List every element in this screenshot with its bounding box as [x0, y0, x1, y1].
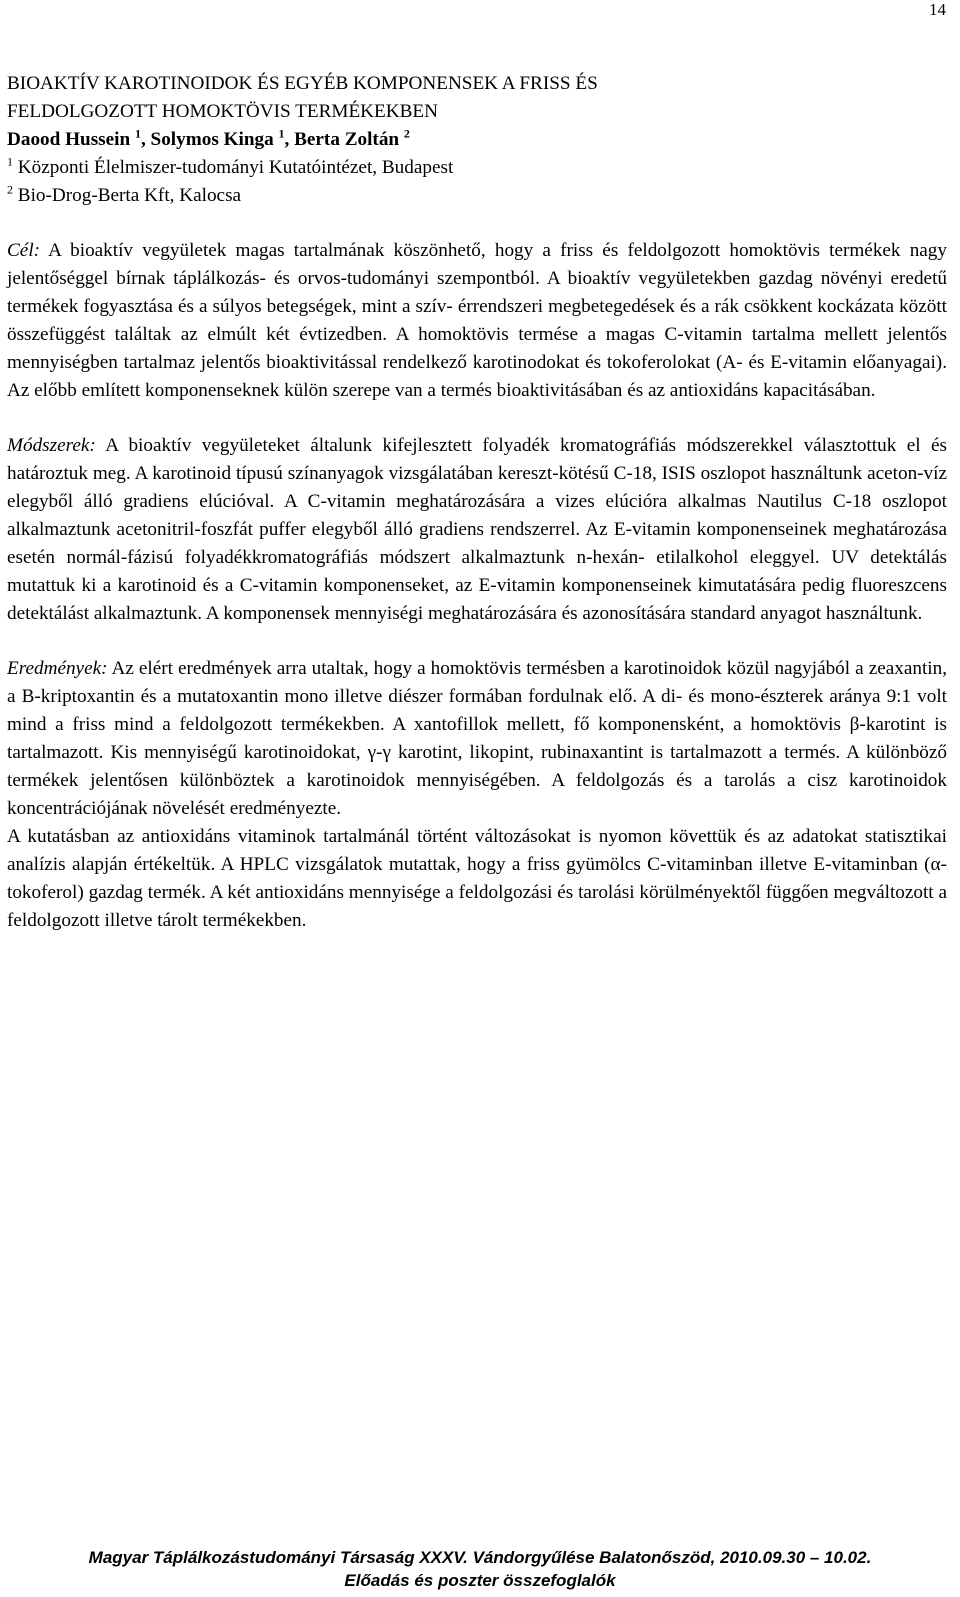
title-line-2: FELDOLGOZOTT HOMOKTÖVIS TERMÉKEKBEN: [7, 101, 438, 122]
affiliation-text: Bio-Drog-Berta Kft, Kalocsa: [17, 185, 242, 206]
author-name: Solymos Kinga: [150, 129, 274, 150]
section-eredmenyek: [7, 655, 947, 823]
section-text-cel: A bioaktív vegyületek magas tartalmának köszönhető, hogy a friss és feldolgozott homoktövis termékek nagy jelentőséggel bírnak táplálkozás- és orvos-tudományi szempontból. A bioaktív vegyületekben gazdag növényi eredetű termékek fogyasztása és a súlyos betegségek, mint a szív- érrendszeri megbetegedések és a rák csökkent kockázata között összefüggést találtak az elmúlt két évtizedben. A homoktövis termése a magas C-vitamin tartalma mellett jelentős mennyiségben tartalmaz jelentős bioaktivitással rendelkező karotinodokat és tokoferolokat (A- és E-vitamin előanyagai). Az előbb említett komponenseknek külön szerepe van a termés bioaktivitásában és az antioxidáns kapacitásában.: [7, 240, 947, 401]
section-label-modszerek: Módszerek:: [7, 435, 96, 456]
title-line-1: BIOAKTÍV KAROTINOIDOK ÉS EGYÉB KOMPONENSEK A FRISS ÉS: [7, 73, 598, 94]
page-footer: [0, 1546, 960, 1592]
page-number: 14: [929, 0, 946, 19]
affiliation-number: 1: [7, 154, 13, 169]
author-affiliation-mark: 1: [134, 126, 141, 141]
section-text-eredmenyek: Az elért eredmények arra utaltak, hogy a homoktövis termésben a karotinoidok közül nagyjából a zeaxantin, a B-kriptoxantin és a mutatoxantin mono illetve diészer formában fordulnak elő. A di- és mono-észterek aránya 9:1 volt mind a friss mind a feldolgozott termékekben. A xantofillok mellett, fő komponensként, a homoktövis β-karotint is tartalmazott. Kis mennyiségű karotinoidokat, γ-γ karotint, likopint, rubinaxantint is tartalmazott a termés. A különböző termékek jelentősen különböztek a karotinoidok mennyiségében. A feldolgozás és a tarolás a cisz karotinoidok koncentrációjának növelését eredményezte.: [7, 658, 947, 819]
affiliation-text: Központi Élelmiszer-tudományi Kutatóintézet, Budapest: [17, 157, 454, 178]
footer-subtitle: Előadás és poszter összefoglalók: [344, 1571, 616, 1590]
abstract-content: [7, 70, 947, 935]
section-text-modszerek: A bioaktív vegyületeket általunk kifejlesztett folyadék kromatográfiás módszerekkel választottuk el és határoztuk meg. A karotinoid típusú színanyagok vizsgálatában kereszt-kötésű C-18, ISIS oszlopot használtunk aceton-víz elegyből álló gradiens elúcióval. A C-vitamin meghatározására a vizes elúcióra alkalmas Nautilus C-18 oszlopot alkalmaztunk acetonitril-foszfát puffer elegyből álló gradiens rendszerrel. Az E-vitamin komponenseinek meghatározása esetén normál-fázisú folyadékkromatográfiás módszert alkalmaztunk n-hexán- etilalkohol eleggyel. UV detektálás mutattuk ki a karotinoid és a C-vitamin komponenseket, az E-vitamin komponenseinek kimutatására pedig fluoreszcens detektálást alkalmaztunk. A komponensek mennyiségi meghatározására és azonosítására standard anyagot használtunk.: [7, 435, 947, 624]
section-cel: [7, 237, 947, 405]
footer-conference: Magyar Táplálkozástudományi Társaság XXXV. Vándorgyűlése Balatonőszöd, 2010.09.30 – 10.02.: [88, 1548, 872, 1567]
author-affiliation-mark: 1: [278, 126, 285, 141]
abstract-title: [7, 70, 947, 126]
affiliation: [7, 182, 947, 210]
author-name: Berta Zoltán: [294, 129, 400, 150]
author-list: Daood Hussein $^1$, Solymos Kinga $^1$, Berta Zoltán $^2$: [7, 126, 410, 150]
section-label-eredmenyek: Eredmények:: [7, 658, 108, 679]
author-name: Daood Hussein: [7, 129, 131, 150]
affiliation: [7, 154, 947, 182]
section-kutatas: A kutatásban az antioxidáns vitaminok tartalmánál történt változásokat is nyomon követtük és az adatokat statisztikai analízis alapján értékeltük. A HPLC vizsgálatok mutattak, hogy a friss gyümölcs C-vitaminban illetve E-vitaminban (α-tokoferol) gazdag termék. A két antioxidáns mennyisége a feldolgozási és tarolási körülményektől függően megváltozott a feldolgozott illetve tárolt termékekben.: [7, 826, 947, 931]
section-label-cel: Cél:: [7, 240, 41, 261]
author-affiliation-mark: 2: [403, 126, 410, 141]
section-modszerek: [7, 432, 947, 628]
affiliation-number: 2: [7, 182, 13, 197]
